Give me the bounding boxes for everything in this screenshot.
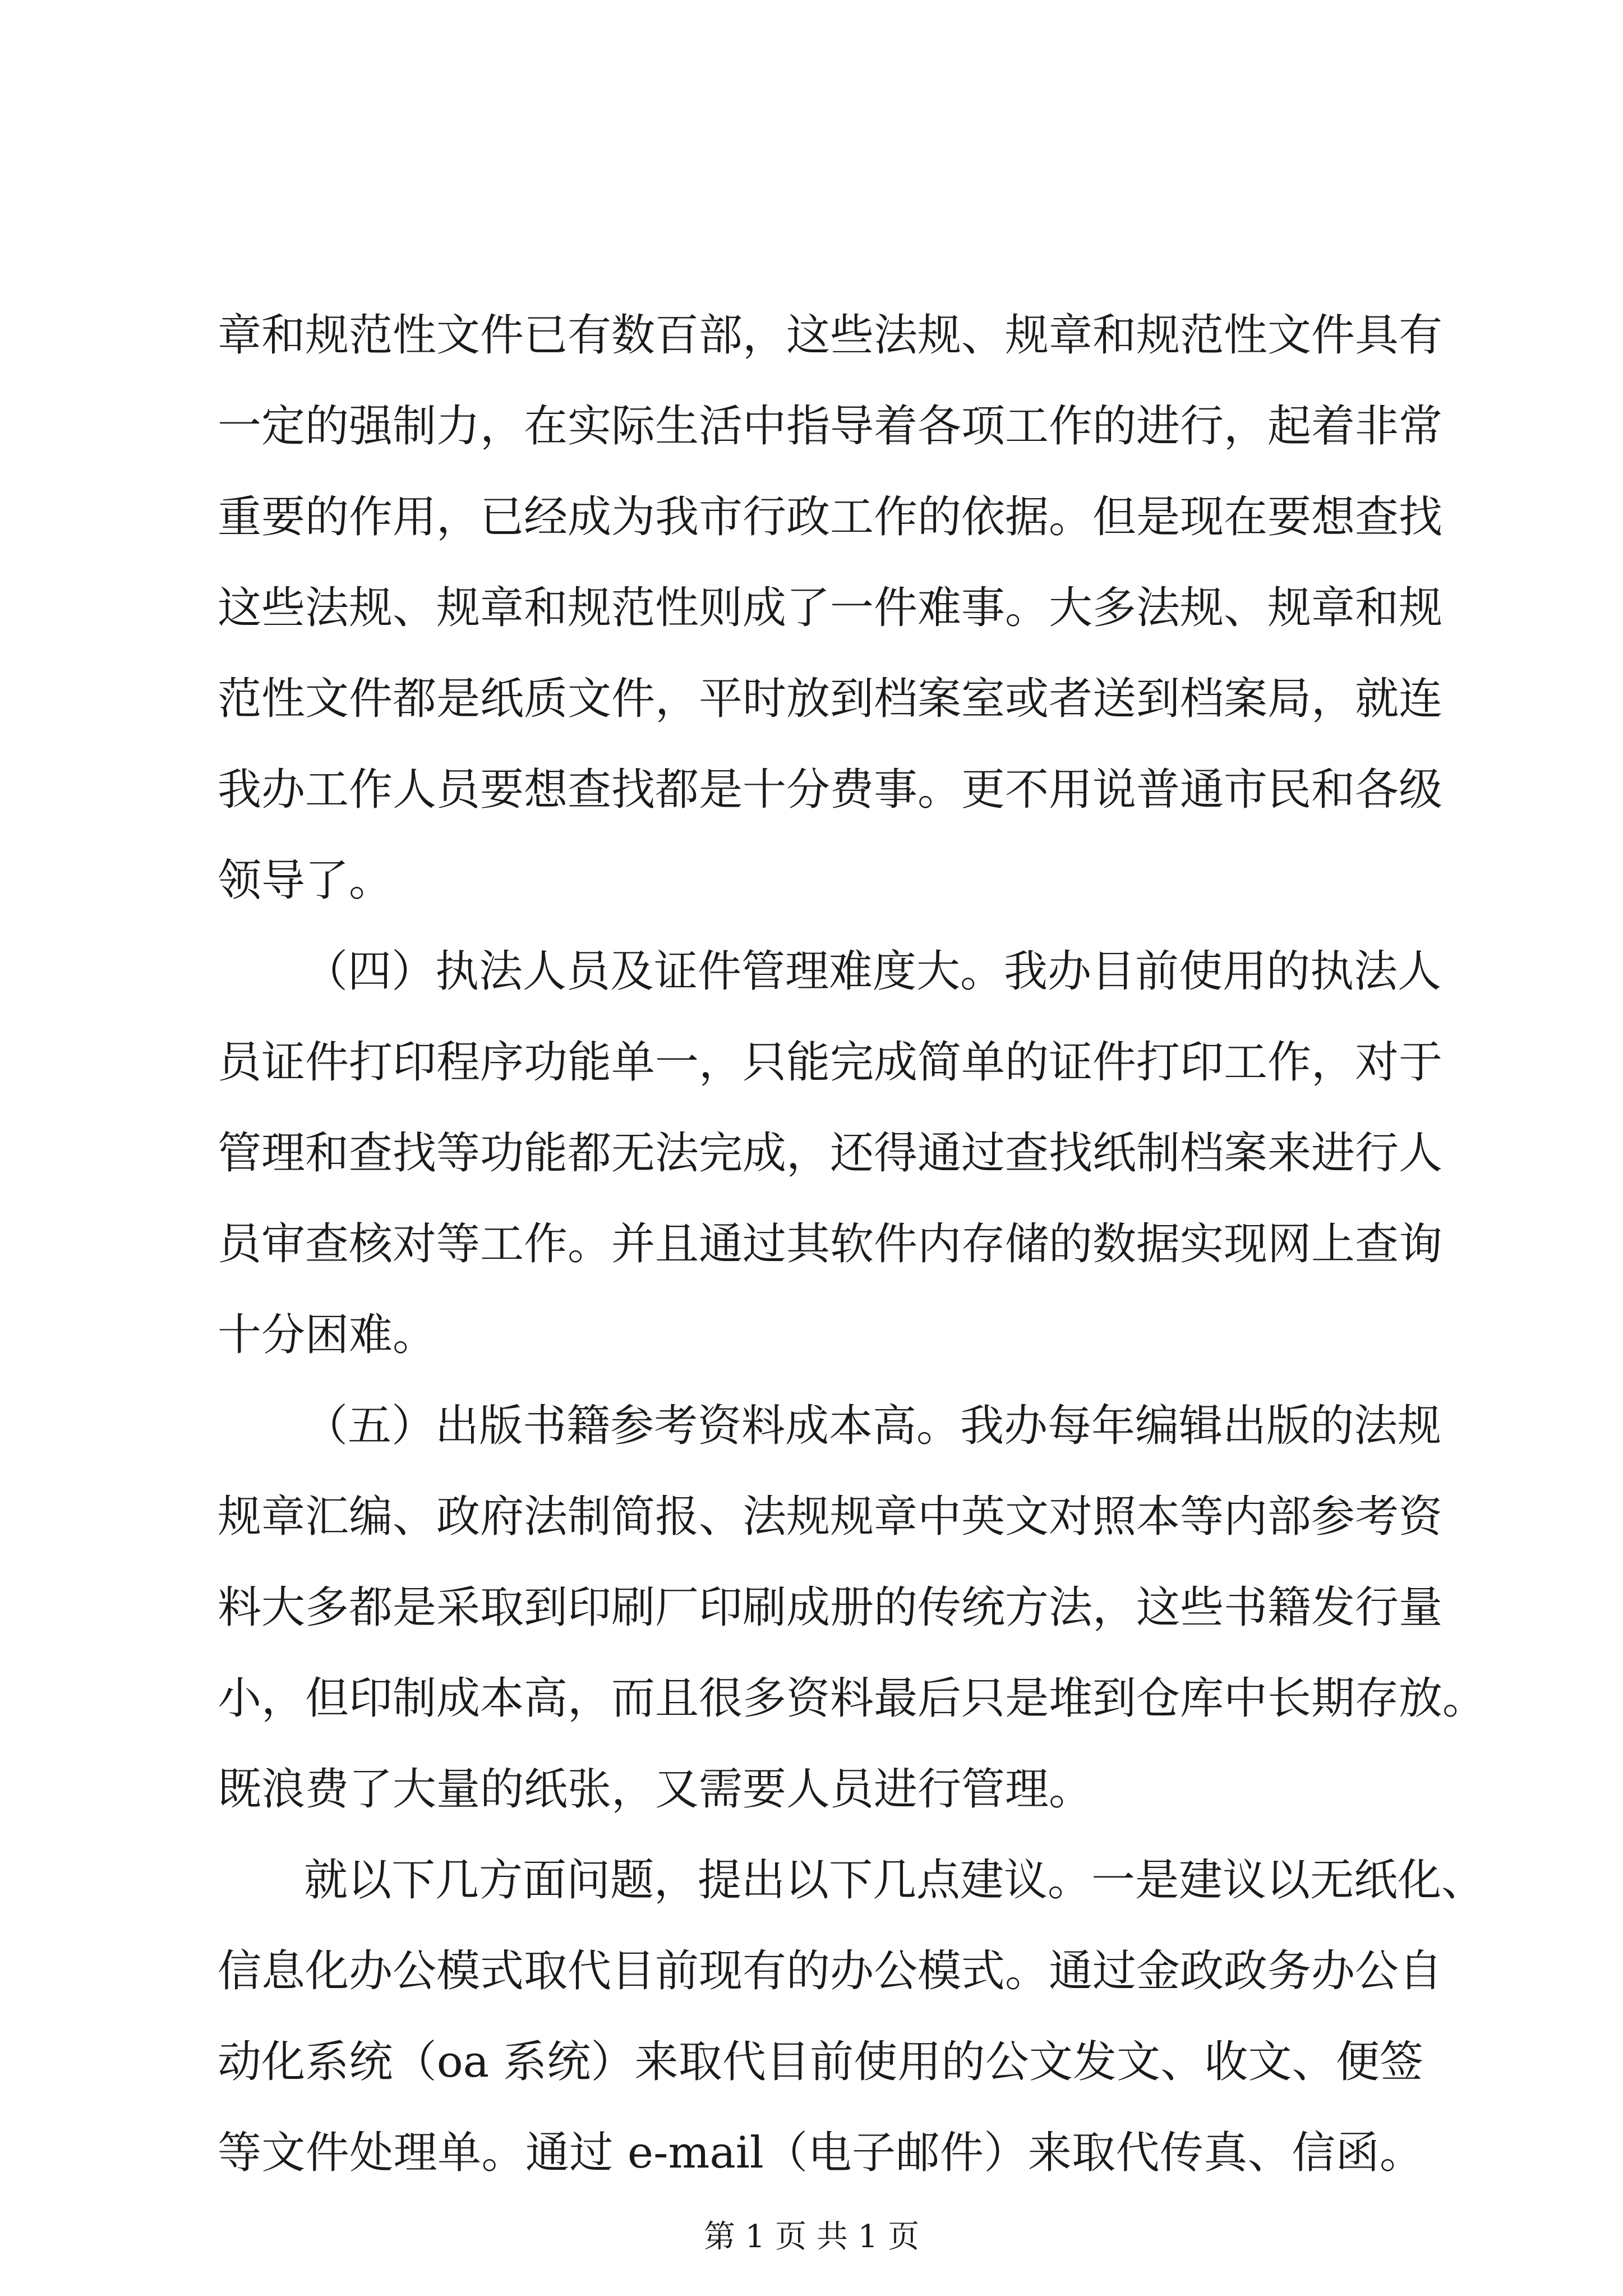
text-line: 员审查核对等工作。并且通过其软件内存储的数据实现网上查询 bbox=[218, 1219, 1443, 1269]
text-line: 管理和查找等功能都无法完成，还得通过查找纸制档案来进行人 bbox=[218, 1128, 1443, 1179]
text-line: 规章汇编、政府法制简报、法规规章中英文对照本等内部参考资 bbox=[218, 1492, 1443, 1542]
text-line: 章和规范性文件已有数百部，这些法规、规章和规范性文件具有 bbox=[218, 310, 1443, 361]
text-line: 十分困难。 bbox=[218, 1310, 437, 1360]
text-line: 我办工作人员要想查找都是十分费事。更不用说普通市民和各级 bbox=[218, 765, 1443, 815]
text-line: 信息化办公模式取代目前现有的办公模式。通过金政政务办公自 bbox=[218, 1946, 1443, 1996]
text-line: 小，但印制成本高，而且很多资料最后只是堆到仓库中长期存放。 bbox=[218, 1673, 1487, 1724]
text-line: 领导了。 bbox=[218, 855, 393, 906]
text-line: 范性文件都是纸质文件，平时放到档案室或者送到档案局，就连 bbox=[218, 674, 1443, 724]
text-line: 一定的强制力，在实际生活中指导着各项工作的进行，起着非常 bbox=[218, 401, 1443, 452]
paragraph-first-line: 就以下几方面问题，提出以下几点建议。一是建议以无纸化、 bbox=[304, 1855, 1486, 1906]
text-line: 动化系统（oa 系统）来取代目前使用的公文发文、收文、便签 bbox=[218, 2037, 1423, 2087]
text-line: 等文件处理单。通过 e-mail（电子邮件）来取代传真、信函。 bbox=[218, 2128, 1423, 2178]
text-line: 这些法规、规章和规范性则成了一件难事。大多法规、规章和规 bbox=[218, 583, 1443, 633]
text-line: 料大多都是采取到印刷厂印刷成册的传统方法，这些书籍发行量 bbox=[218, 1582, 1443, 1633]
text-line: 既浪费了大量的纸张，又需要人员进行管理。 bbox=[218, 1764, 1093, 1815]
text-line: 重要的作用，已经成为我市行政工作的依据。但是现在要想查找 bbox=[218, 492, 1443, 542]
section-heading-line: （五）出版书籍参考资料成本高。我办每年编辑出版的法规 bbox=[304, 1401, 1442, 1451]
page-footer: 第 1 页 共 1 页 bbox=[703, 2219, 920, 2255]
section-heading-line: （四）执法人员及证件管理难度大。我办目前使用的执法人 bbox=[304, 946, 1442, 997]
text-line: 员证件打印程序功能单一，只能完成简单的证件打印工作，对于 bbox=[218, 1037, 1443, 1088]
